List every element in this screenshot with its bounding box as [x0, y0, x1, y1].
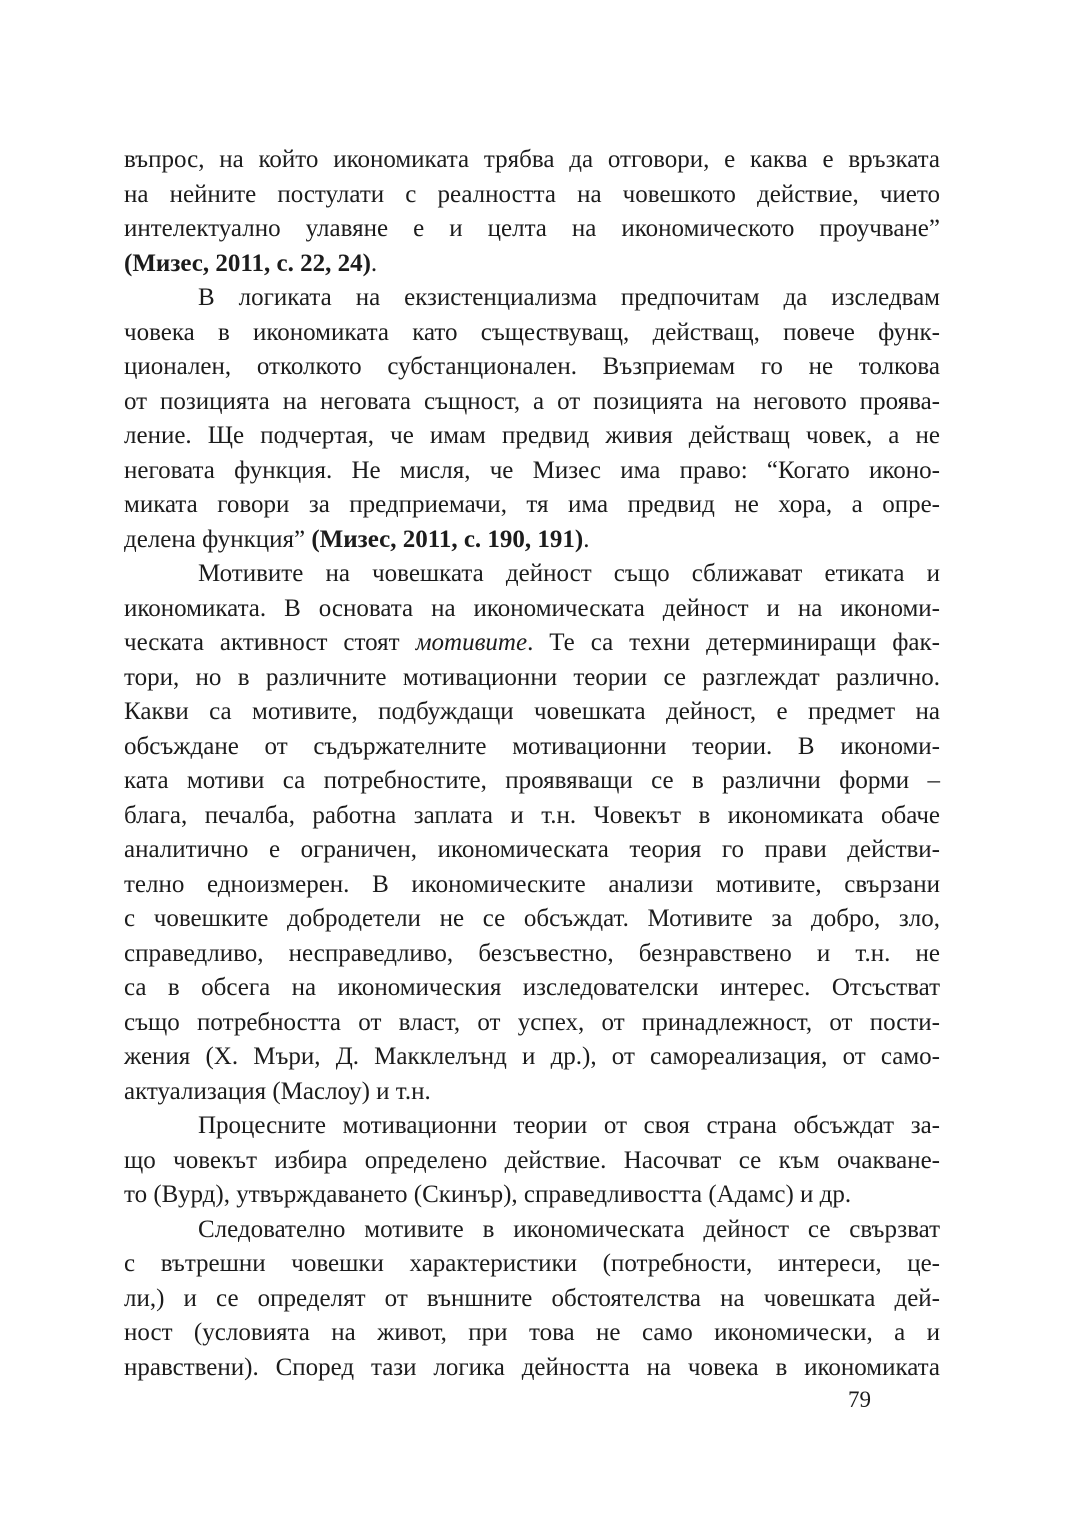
text-run: жения (Х. Мъри, Д. Макклелънд и др.), от самореализация, от само-	[124, 1043, 940, 1070]
page-number: 79	[848, 1387, 871, 1412]
text-line	[124, 1316, 940, 1351]
text-run: В логиката на екзистенциализма предпочитам да изследвам	[198, 284, 940, 311]
text-line	[124, 833, 940, 868]
text-line	[124, 661, 940, 696]
page-body-text	[124, 143, 940, 1385]
text-line	[124, 730, 940, 765]
text-line	[124, 212, 940, 247]
text-run: също потребността от власт, от успех, от принадлежност, от пости-	[124, 1008, 940, 1036]
text-run: обсъждане от съдържателните мотивационни теории. В икономи-	[124, 732, 940, 760]
text-run: що човекът избира определено действие. Насочват се към очакване-	[124, 1146, 940, 1174]
text-line	[124, 1178, 940, 1213]
text-line	[124, 350, 940, 385]
text-line	[124, 1075, 940, 1110]
paragraph	[124, 281, 940, 557]
text-run: справедливо, несправедливо, безсъвестно, безнравствено и т.н. не	[124, 939, 940, 967]
text-run: Какви са мотивите, подбуждащи човешката дейност, е предмет на	[124, 698, 940, 725]
text-run: интелектуално улавяне е и целта на икономическото проучване”	[124, 215, 940, 242]
text-line	[124, 454, 940, 489]
text-run: .	[583, 525, 590, 553]
text-run: ката мотиви са потребностите, проявяващи се в различни форми –	[124, 767, 940, 794]
text-line	[124, 799, 940, 834]
text-run: .	[370, 249, 378, 277]
paragraph	[124, 557, 940, 1109]
text-run: ционален, отколкото субстанционален. Възприемам го не толкова	[124, 353, 940, 380]
text-line	[124, 1213, 940, 1248]
text-line	[124, 557, 940, 592]
text-run: аналитично е ограничен, икономическата теория го прави действи-	[124, 836, 940, 863]
text-line	[124, 1282, 940, 1317]
text-line	[124, 1351, 940, 1386]
citation: (Мизес, 2011, с. 22, 24)	[124, 249, 371, 277]
text-line	[124, 143, 940, 178]
text-line	[124, 626, 940, 661]
text-line	[124, 523, 940, 558]
text-line	[124, 1109, 940, 1144]
text-run: . Те са техни детерминиращи фак-	[527, 629, 940, 656]
citation: (Мизес, 2011, с. 190, 191)	[311, 525, 584, 553]
text-run: с човешките добродетели не се обсъждат. Мотивите за добро, зло,	[124, 905, 940, 932]
paragraph	[124, 1109, 940, 1213]
text-line	[124, 419, 940, 454]
text-run: човека в икономиката като съществуващ, действащ, повече функ-	[124, 318, 940, 346]
text-run: нравствени). Според тази логика дейността на човека в икономиката	[124, 1353, 940, 1381]
text-line	[124, 764, 940, 799]
text-line	[124, 385, 940, 420]
text-line	[124, 592, 940, 627]
emphasized-term: мотивите	[415, 629, 528, 656]
text-line	[124, 1144, 940, 1179]
text-line	[124, 1006, 940, 1041]
text-run: икономиката. В основата на икономическата дейност и на икономи-	[124, 594, 940, 622]
text-run: неговата функция. Не мисля, че Мизес има право: “Когато иконо-	[124, 456, 940, 484]
text-line	[124, 1247, 940, 1282]
text-line	[124, 281, 940, 316]
text-run: блага, печалба, работна заплата и т.н. Човекът в икономиката обаче	[124, 801, 940, 829]
text-run: ли,) и се определят от външните обстоятелства на човешката дей-	[124, 1284, 940, 1312]
text-line	[124, 247, 940, 282]
text-line	[124, 695, 940, 730]
text-run: са в обсега на икономическия изследователски интерес. Отсъстват	[124, 974, 940, 1001]
text-run: то (Вурд), утвърждаването (Скинър), справедливостта (Адамс) и др.	[124, 1181, 852, 1208]
text-run: тори, но в различните мотивационни теории се разглеждат различно.	[124, 663, 940, 691]
text-run: миката говори за предприемачи, тя има предвид не хора, а опре-	[124, 491, 940, 518]
text-run: на нейните постулати с реалността на човешкото действие, чието	[124, 180, 940, 208]
text-run: ление. Ще подчертая, че имам предвид живия действащ човек, а не	[124, 422, 940, 449]
text-line	[124, 937, 940, 972]
text-run: делена функция”	[124, 525, 312, 553]
text-run: Мотивите на човешката дейност също сближават етиката и	[198, 560, 940, 587]
paragraph	[124, 1213, 940, 1386]
text-line	[124, 488, 940, 523]
text-line	[124, 1040, 940, 1075]
text-run: от позицията на неговата същност, а от позицията на неговото проява-	[124, 387, 940, 415]
text-run: телно едноизмерен. В икономическите анализи мотивите, свързани	[124, 870, 940, 898]
text-run: Следователно мотивите в икономическата дейност се свързват	[198, 1215, 940, 1243]
text-run: актуализация (Маслоу) и т.н.	[124, 1077, 431, 1105]
text-run: въпрос, на който икономиката трябва да отговори, е каква е връзката	[124, 146, 940, 173]
text-line	[124, 971, 940, 1006]
text-run: Процесните мотивационни теории от своя страна обсъждат за-	[198, 1112, 940, 1139]
text-run: с вътрешни човешки характеристики (потребности, интереси, це-	[124, 1250, 940, 1277]
text-line	[124, 178, 940, 213]
paragraph	[124, 143, 940, 281]
text-line	[124, 868, 940, 903]
text-run: ческата активност стоят	[124, 629, 416, 656]
text-line	[124, 316, 940, 351]
text-run: ност (условията на живот, при това не само икономически, а и	[124, 1319, 940, 1346]
text-line	[124, 902, 940, 937]
